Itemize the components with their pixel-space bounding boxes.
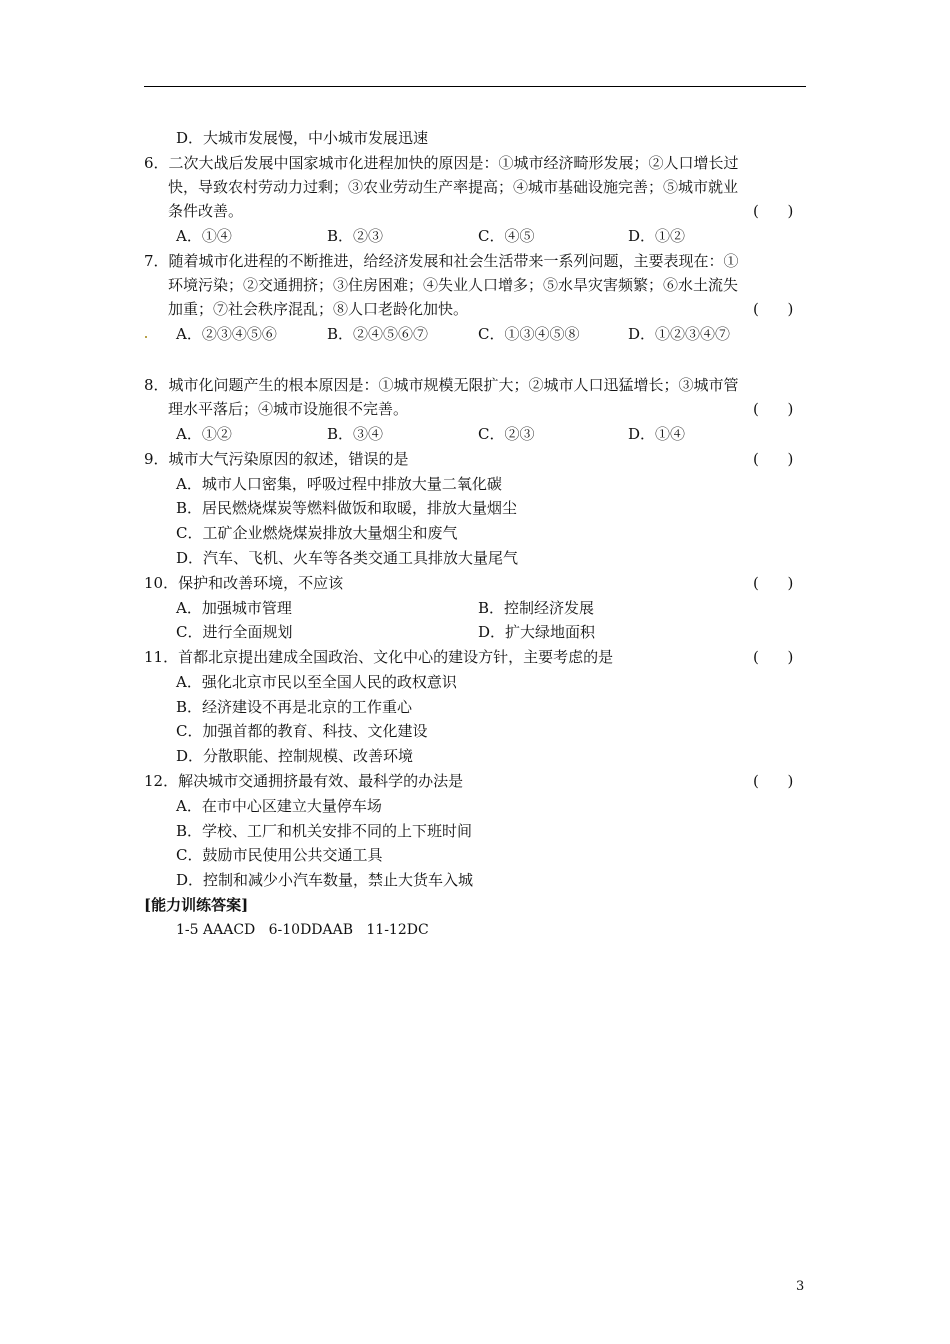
q9-option-b: B．居民燃烧煤炭等燃料做饭和取暖，排放大量烟尘 xyxy=(176,499,518,517)
q12-option-d: D．控制和减少小汽车数量，禁止大货车入城 xyxy=(176,871,474,889)
q6-stem-line1: 6．二次大战后发展中国家城市化进程加快的原因是：①城市经济畸形发展；②人口增长过 xyxy=(144,154,739,172)
q9-stem: 9．城市大气污染原因的叙述，错误的是 xyxy=(144,450,409,468)
q9-answer-bracket: ( ) xyxy=(753,450,794,468)
q7-option-d: D．①②③④⑦ xyxy=(628,325,731,343)
q10-option-c: C．进行全面规划 xyxy=(176,623,293,641)
q8-option-b: B．③④ xyxy=(327,425,384,443)
stray-mark xyxy=(145,336,147,338)
q7-option-c: C．①③④⑤⑧ xyxy=(478,325,580,343)
q10-option-b: B．控制经济发展 xyxy=(478,599,595,617)
answers-text: 1-5 AAACD 6-10DDAAB 11-12DC xyxy=(176,922,429,938)
q6-option-a: A．①④ xyxy=(176,227,232,245)
q8-option-a: A．①② xyxy=(176,425,232,443)
q7-stem-line1: 7．随着城市化进程的不断推进，给经济发展和社会生活带来一系列问题，主要表现在：① xyxy=(144,252,739,270)
answers-heading: [能力训练答案] xyxy=(144,896,249,914)
q11-option-a: A．强化北京市民以至全国人民的政权意识 xyxy=(176,673,457,691)
q8-stem-line1: 8．城市化问题产生的根本原因是：①城市规模无限扩大；②城市人口迅猛增长；③城市管 xyxy=(144,376,739,394)
header-rule xyxy=(144,86,806,87)
q10-stem: 10．保护和改善环境，不应该 xyxy=(144,574,344,592)
q8-option-d: D．①④ xyxy=(628,425,686,443)
q7-answer-bracket: ( ) xyxy=(753,300,794,318)
q6-stem-line3: 条件改善。 xyxy=(168,202,244,220)
q12-option-b: B．学校、工厂和机关安排不同的上下班时间 xyxy=(176,822,473,840)
q6-option-c: C．④⑤ xyxy=(478,227,535,245)
q9-option-d: D．汽车、飞机、火车等各类交通工具排放大量尾气 xyxy=(176,549,519,567)
q7-stem-line3: 加重；⑦社会秩序混乱；⑧人口老龄化加快。 xyxy=(168,300,469,318)
q8-stem-line2: 理水平落后；④城市设施很不完善。 xyxy=(168,400,409,418)
q12-answer-bracket: ( ) xyxy=(753,772,794,790)
q10-option-d: D．扩大绿地面积 xyxy=(478,623,596,641)
q11-answer-bracket: ( ) xyxy=(753,648,794,666)
q6-option-b: B．②③ xyxy=(327,227,384,245)
q7-option-a: A．②③④⑤⑥ xyxy=(176,325,277,343)
q11-option-b: B．经济建设不再是北京的工作重心 xyxy=(176,698,413,716)
q11-stem: 11．首都北京提出建成全国政治、文化中心的建设方针，主要考虑的是 xyxy=(144,648,614,666)
q6-option-d: D．①② xyxy=(628,227,686,245)
q12-option-c: C．鼓励市民使用公共交通工具 xyxy=(176,846,383,864)
q6-stem-line2: 快，导致农村劳动力过剩；③农业劳动生产率提高；④城市基础设施完善；⑤城市就业 xyxy=(168,178,739,196)
page-number: 3 xyxy=(796,1279,805,1294)
q10-answer-bracket: ( ) xyxy=(753,574,794,592)
q8-answer-bracket: ( ) xyxy=(753,400,794,418)
q12-stem: 12．解决城市交通拥挤最有效、最科学的办法是 xyxy=(144,772,464,790)
q11-option-c: C．加强首都的教育、科技、文化建设 xyxy=(176,722,428,740)
q5-option-d: D．大城市发展慢，中小城市发展迅速 xyxy=(176,129,429,147)
q9-option-a: A．城市人口密集，呼吸过程中排放大量二氧化碳 xyxy=(176,475,502,493)
q8-option-c: C．②③ xyxy=(478,425,535,443)
q11-option-d: D．分散职能、控制规模、改善环境 xyxy=(176,747,414,765)
q10-option-a: A．加强城市管理 xyxy=(176,599,292,617)
q7-stem-line2: 环境污染；②交通拥挤；③住房困难；④失业人口增多；⑤水旱灾害频繁；⑥水土流失 xyxy=(168,276,739,294)
q12-option-a: A．在市中心区建立大量停车场 xyxy=(176,797,382,815)
q9-option-c: C．工矿企业燃烧煤炭排放大量烟尘和废气 xyxy=(176,524,458,542)
q6-answer-bracket: ( ) xyxy=(753,202,794,220)
q7-option-b: B．②④⑤⑥⑦ xyxy=(327,325,429,343)
